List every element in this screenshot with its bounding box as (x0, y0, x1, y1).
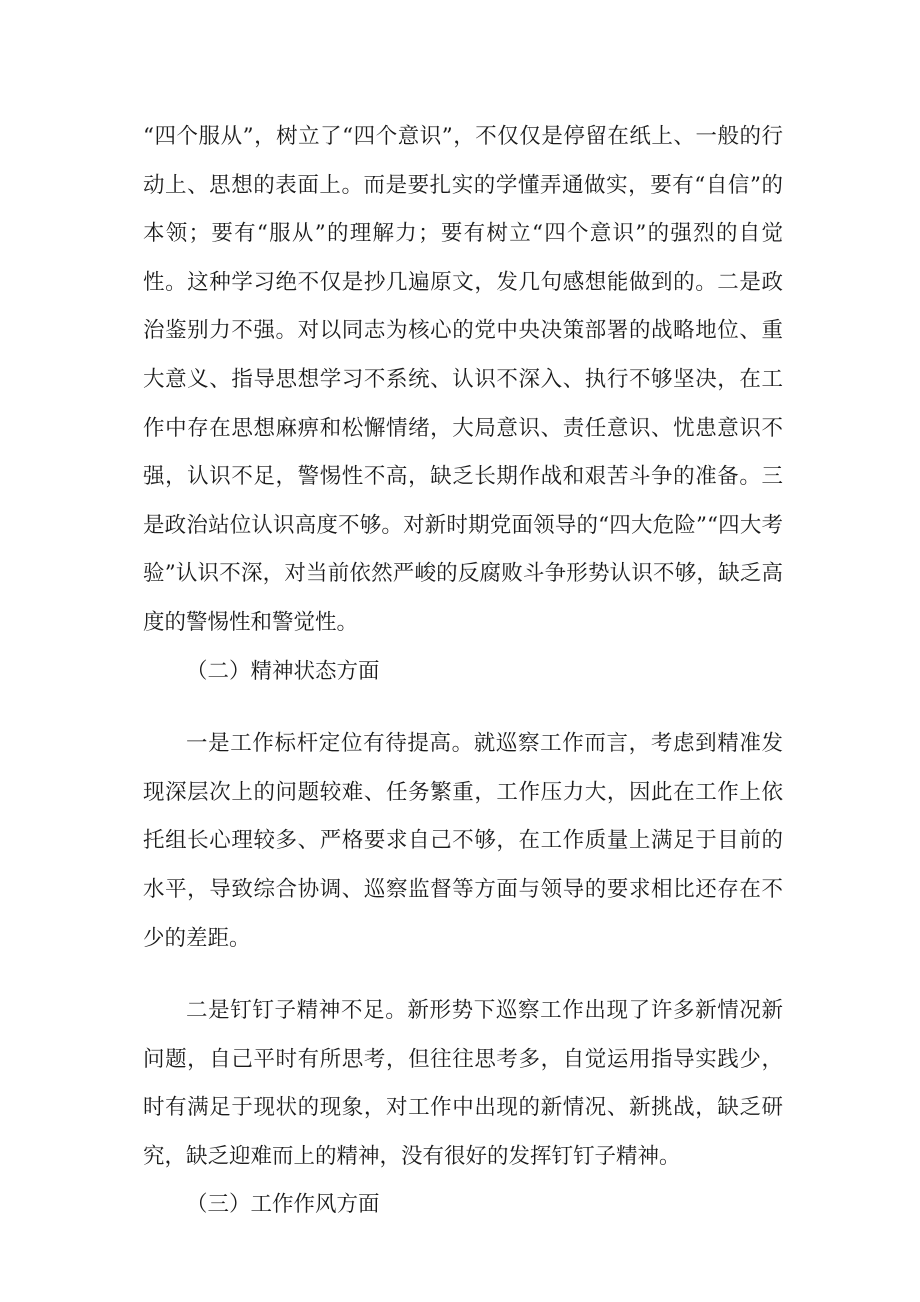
section-heading-spirit: （二）精神状态方面 (186, 658, 380, 684)
section-heading-work-style: （三）工作作风方面 (186, 1192, 380, 1218)
paragraph-nail-spirit: 二是钉钉子精神不足。新形势下巡察工作出现了许多新情况新问题，自己平时有所思考，但往往思考多，自觉运用指导实践少，时有满足于现状的现象，对工作中出现的新情况、新挑战，缺乏研究，缺乏迎难而上的精神，没有很好的发挥钉钉子精神。 (143, 998, 783, 1169)
document-body (143, 113, 783, 1230)
paragraph-work-benchmark: 一是工作标杆定位有待提高。就巡察工作而言，考虑到精准发现深层次上的问题较难、任务繁重，工作压力大，因此在工作上依托组长心理较多、严格要求自己不够，在工作质量上满足于目前的水平，导致综合协调、巡察监督等方面与领导的要求相比还存在不少的差距。 (143, 731, 783, 951)
paragraph-political-awareness: “四个服从”，树立了“四个意识”，不仅仅是停留在纸上、一般的行动上、思想的表面上。而是要扎实的学懂弄通做实，要有“自信”的本领；要有“服从”的理解力；要有树立“四个意识”的强烈的自觉性。这种学习绝不仅是抄几遍原文，发几句感想能做到的。二是政治鉴别力不强。对以同志为核心的党中央决策部署的战略地位、重大意义、指导思想学习不系统、认识不深入、执行不够坚决，在工作中存在思想麻痹和松懈情绪，大局意识、责任意识、忧患意识不强，认识不足，警惕性不高，缺乏长期作战和艰苦斗争的准备。三是政治站位认识高度不够。对新时期党面领导的“四大危险”“四大考验”认识不深，对当前依然严峻的反腐败斗争形势认识不够，缺乏高度的警惕性和警觉性。 (143, 124, 783, 635)
